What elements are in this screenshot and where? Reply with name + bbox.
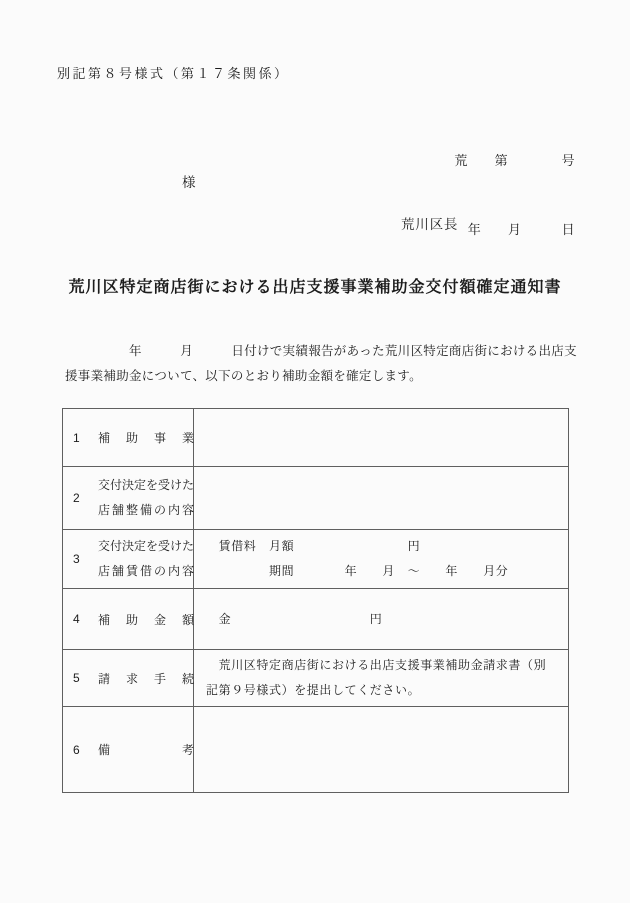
row-number: 4 (73, 612, 80, 626)
claim-procedure-line2: 記第９号様式）を提出してください。 (206, 683, 421, 697)
document-number-block (454, 103, 575, 287)
amount-line: 金 円 (206, 611, 383, 626)
row-label (98, 473, 194, 523)
row-label (98, 534, 194, 584)
row-label: 備考 (98, 743, 194, 757)
row-label: 請求手続 (98, 671, 194, 686)
subsidy-amount-value-cell (194, 589, 568, 649)
remarks-value-cell (194, 707, 568, 792)
subsidy-project-value-cell (194, 409, 568, 466)
table-row-remarks (63, 706, 568, 792)
body-paragraph-line2: 援事業補助金について、以下のとおり補助金額を確定します。 (65, 369, 422, 383)
table-row-subsidy-project (63, 409, 568, 466)
subsidy-amount-label-cell (63, 589, 194, 649)
row-label-line1: 交付決定を受けた (98, 478, 195, 492)
shop-improvement-label-cell (63, 467, 194, 529)
form-table (62, 408, 569, 793)
row-number: 1 (73, 430, 80, 445)
row-number: 5 (73, 671, 80, 685)
body-paragraph-line1: 年 月 日付けで実績報告があった荒川区特定商店街における出店支 (65, 344, 577, 358)
row-label-line2: 店舗整備の内容 (98, 503, 194, 517)
row-label-line1: 交付決定を受けた (98, 539, 195, 553)
lease-rent-line: 賃借料 月額 円 (206, 539, 421, 553)
document-number-line: 荒 第 号 (454, 153, 575, 168)
row-number: 2 (73, 491, 80, 505)
row-label: 補助金額 (98, 612, 194, 627)
claim-procedure-value-cell (194, 650, 568, 706)
addressee-honorific: 様 (182, 175, 196, 190)
row-number: 6 (73, 742, 80, 757)
claim-procedure-line1: 荒川区特定商店街における出店支援事業補助金請求書（別 (206, 658, 547, 672)
table-row-claim-procedure (63, 649, 568, 706)
table-row-shop-lease (63, 529, 568, 588)
form-style-number: 別記第８号様式（第１７条関係） (57, 66, 290, 81)
row-number: 3 (73, 552, 80, 566)
shop-lease-label-cell (63, 530, 194, 588)
shop-improvement-value-cell (194, 467, 568, 529)
shop-lease-value-cell (194, 530, 568, 588)
sender-name: 荒川区長 (401, 217, 459, 232)
lease-period-line: 期間 年 月 ～ 年 月分 (206, 564, 509, 578)
row-label: 補助事業 (98, 431, 194, 445)
claim-procedure-label-cell (63, 650, 194, 706)
document-title: 荒川区特定商店街における出店支援事業補助金交付額確定通知書 (68, 279, 562, 296)
table-row-subsidy-amount (63, 588, 568, 649)
subsidy-project-label-cell (63, 409, 194, 466)
row-label-line2: 店舗賃借の内容 (98, 564, 194, 578)
table-row-shop-improvement (63, 466, 568, 529)
remarks-label-cell (63, 707, 194, 792)
document-date-line: 年 月 日 (467, 222, 575, 237)
